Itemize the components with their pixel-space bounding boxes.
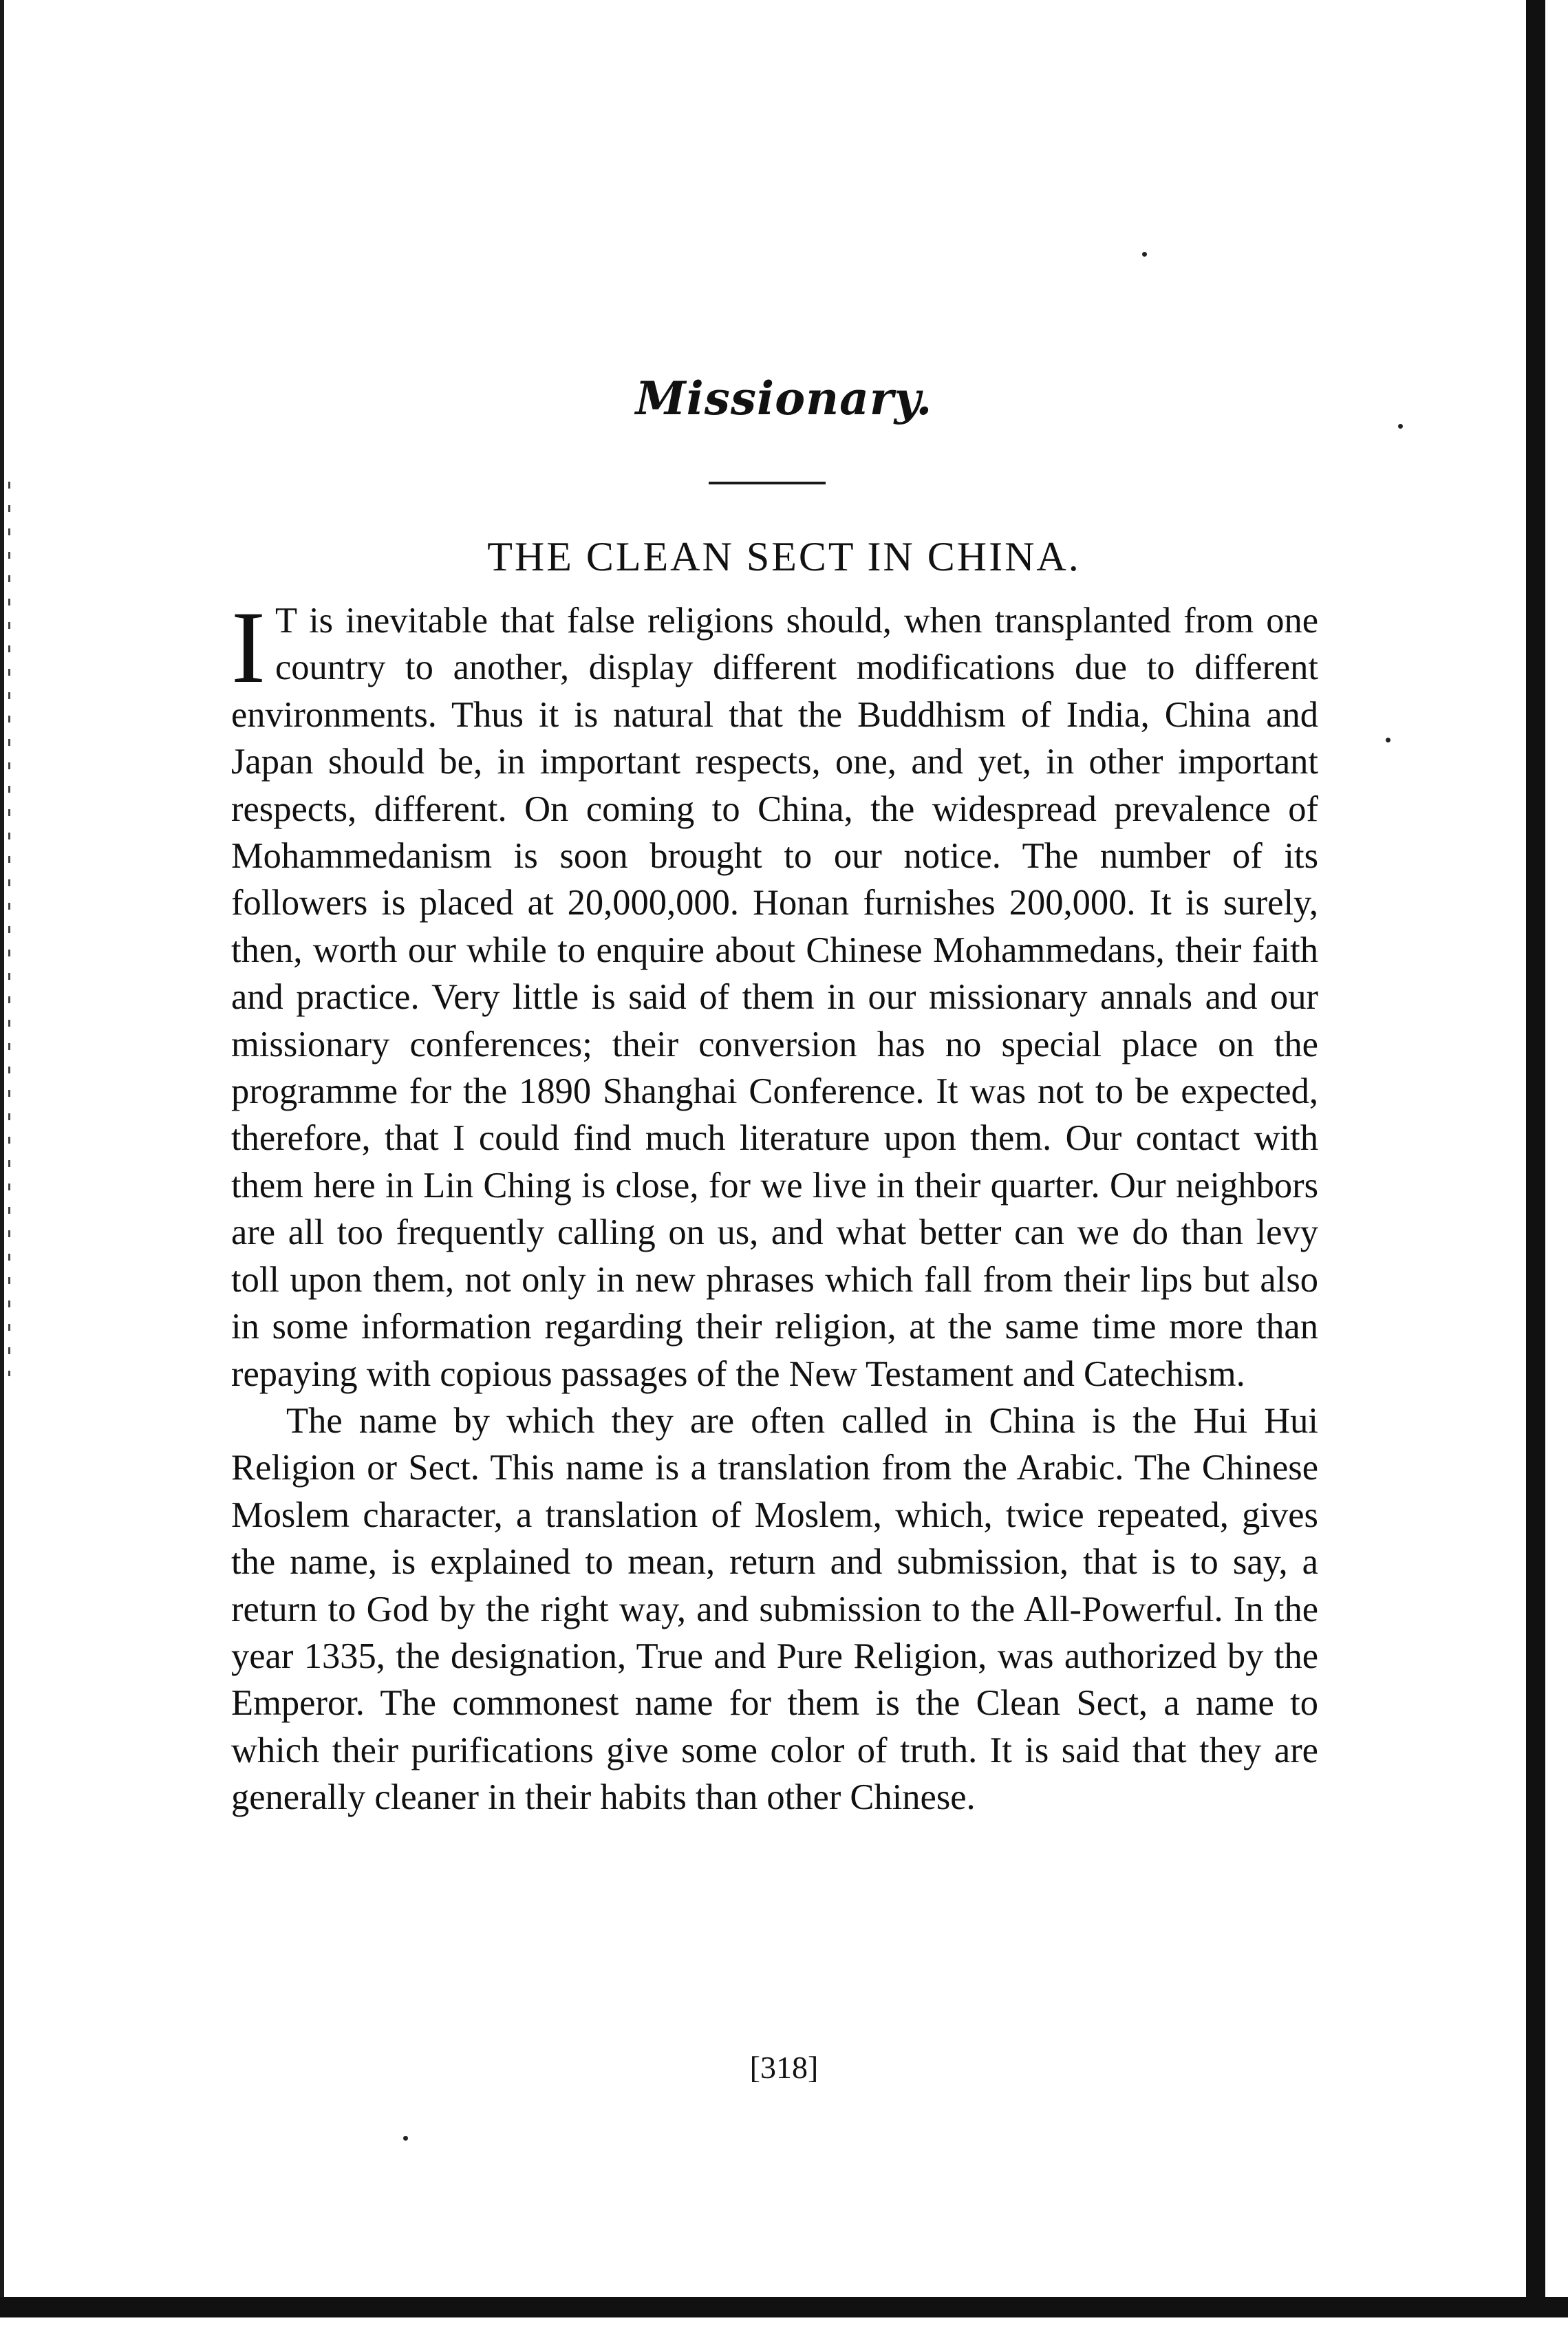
paragraph: The name by which they are often called in China is the Hui Hui Religion or Sect. This name is a translation from the Arabic. The Chinese Moslem character, a translation of Moslem, which, twice repeated, gives the name, is explained to mean, return and submission, that is to say, a return to God by the right way, and submission to the All-Powerful. In the year 1335, the designation, True and Pure Religion, was authorized by the Emperor. The commonest name for them is the Clean Sect, a name to which their purifications give some color of truth. It is said that they are generally cleaner in their habits than other Chinese. <box>231 1400 1318 1818</box>
paragraph: IT is inevitable that false religions should, when transplanted from one country to another, display different modifications due to different environments. Thus it is natural that the Buddhism of India, China and Japan should be, in important respects, one, and yet, in other important respects, different. On coming to China, the widespread prevalence of Mohammedanism is soon brought to our notice. The number of its followers is placed at 20,000,000. Honan furnishes 200,000. It is surely, then, worth our while to enquire about Chinese Mohammedans, their faith and practice. Very little is said of them in our missionary annals and our missionary conferences; their conversion has no special place on the programme for the 1890 Shanghai Conference. It was not to be expected, therefore, that I could find much literature upon them. Our contact with them here in Lin Ching is close, for we live in their quarter. Our neighbors are all too frequently calling on us, and what better can we do than levy toll upon them, not only in new phrases which fall from their lips but also in some information regarding their religion, at the same time more than repaying with copious passages of the New Testament and Catechism. <box>231 590 1318 1394</box>
article-title: THE CLEAN SECT IN CHINA. <box>487 534 1081 579</box>
scan-right-border <box>1526 0 1545 2298</box>
scan-speck <box>1386 738 1390 742</box>
scan-right-margin <box>1548 0 1568 2334</box>
scan-speck <box>1142 252 1147 257</box>
page-number: [318] <box>749 2050 819 2085</box>
scan-bottom-border <box>0 2297 1568 2317</box>
section-heading: Missionary. <box>635 372 933 425</box>
scan-left-border <box>0 0 4 2298</box>
article-body <box>231 590 1318 1821</box>
scan-speck <box>403 2136 408 2141</box>
scan-left-artifact <box>8 482 10 1376</box>
title-rule <box>709 482 826 484</box>
